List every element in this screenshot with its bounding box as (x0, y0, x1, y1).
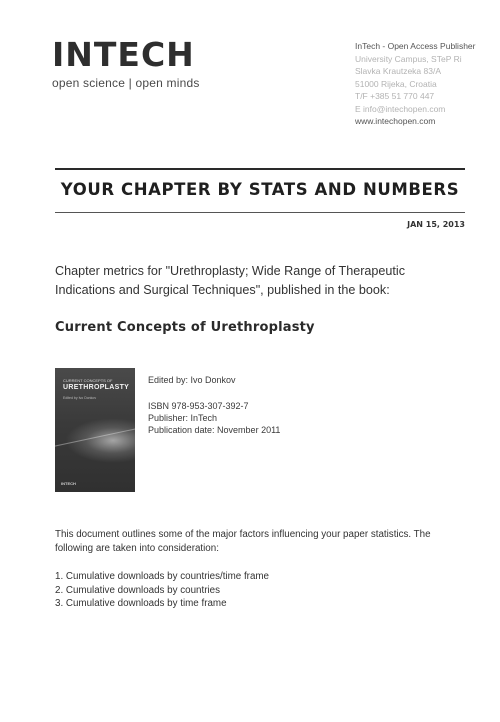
book-isbn: ISBN 978-953-307-392-7 (148, 401, 249, 411)
cover-publisher-logo: INTECH (61, 481, 76, 486)
list-item: 1. Cumulative downloads by countries/time frame (55, 571, 269, 582)
contact-line-phone: T/F +385 51 770 447 (355, 91, 435, 101)
chapter-intro-text: Chapter metrics for "Urethroplasty; Wide Range of Therapeutic Indications and Surgical Techniques", published in the book: (55, 264, 406, 297)
report-title: YOUR CHAPTER BY STATS AND NUMBERS (60, 180, 460, 199)
list-item: 3. Cumulative downloads by time frame (55, 598, 227, 609)
book-cover-image (55, 368, 135, 492)
book-metadata (148, 374, 280, 436)
contact-line-email: E info@intechopen.com (355, 103, 446, 114)
logo-wordmark: INTECH (52, 35, 195, 74)
book-editor: Edited by: Ivo Donkov (148, 375, 236, 385)
contact-line-name: InTech - Open Access Publisher (355, 41, 476, 51)
title-rule-bottom (55, 212, 465, 213)
outline-paragraph: This document outlines some of the major factors influencing your paper statistics. The following are taken into consideration: (55, 529, 431, 554)
logo-tagline: open science | open minds (52, 76, 200, 90)
factors-list (55, 570, 269, 611)
cover-series-text: CURRENT CONCEPTS OF (63, 378, 113, 383)
cover-title-text: URETHROPLASTY (63, 384, 130, 391)
contact-line-street: Slavka Krautzeka 83/A (355, 66, 441, 76)
cover-editor-text: Edited by Ivo Donkov (63, 396, 97, 400)
report-date: JAN 15, 2013 (407, 220, 465, 229)
contact-line-campus: University Campus, STeP Ri (355, 53, 462, 64)
intech-logo (52, 35, 200, 90)
list-item: 2. Cumulative downloads by countries (55, 584, 221, 596)
book-title: Current Concepts of Urethroplasty (55, 320, 315, 335)
book-publication-date: Publication date: November 2011 (148, 425, 281, 435)
contact-line-website: www.intechopen.com (355, 116, 436, 126)
publisher-contact-block (355, 40, 475, 128)
contact-line-city: 51000 Rijeka, Croatia (355, 78, 437, 89)
title-rule-top (55, 168, 465, 170)
book-publisher: Publisher: InTech (148, 413, 218, 423)
